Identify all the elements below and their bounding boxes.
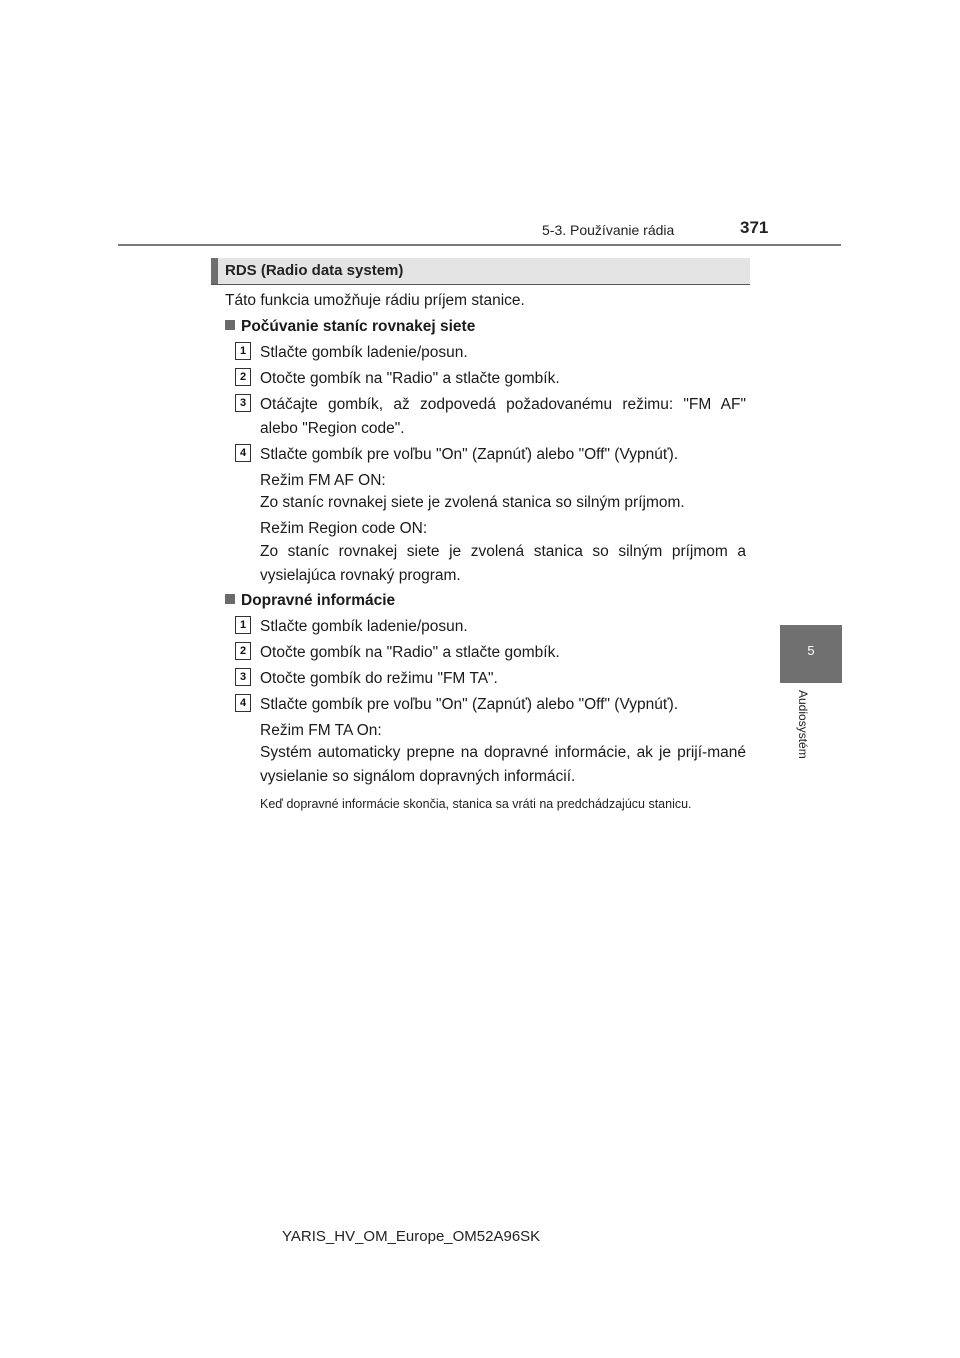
section-title: RDS (Radio data system) [225,262,404,279]
chapter-tab [780,625,842,683]
subsection-heading-1 [225,315,475,339]
mode-title: Režim FM AF ON: [260,472,386,489]
step-text: Stlačte gombík pre voľbu "On" (Zapnúť) alebo "Off" (Vypnúť). [260,696,679,713]
section-intro: Táto funkcia umožňuje rádiu príjem stanice. [225,292,525,309]
mode-description: Systém automaticky prepne na dopravné informácie, ak je prijí-mané vysielanie so signálom dopravných informácií. [260,744,746,785]
step-number-box: 4 [235,694,251,712]
square-bullet-icon [225,594,235,604]
step-number-box: 3 [235,668,251,686]
page-number: 371 [740,218,769,237]
chapter-number: 5 [807,643,815,658]
step-text: Otočte gombík do režimu "FM TA". [260,670,498,687]
mode-title: Režim Region code ON: [260,520,428,537]
chapter-label: Audiosystém [796,690,810,759]
mode-description: Zo staníc rovnakej siete je zvolená stanica so silným príjmom a vysielajúca rovnaký program. [260,543,746,584]
section-header-bar [211,258,750,285]
header-divider [118,244,841,246]
step-text: Otočte gombík na "Radio" a stlačte gombík. [260,370,560,387]
section-accent [211,258,218,284]
note-text: Keď dopravné informácie skončia, stanica sa vráti na predchádzajúcu stanicu. [260,797,692,811]
mode-description: Zo staníc rovnakej siete je zvolená stanica so silným príjmom. [260,494,685,511]
mode-title: Režim FM TA On: [260,722,382,739]
square-bullet-icon [225,320,235,330]
step-number-box: 4 [235,444,251,462]
footer-doc-code: YARIS_HV_OM_Europe_OM52A96SK [282,1228,541,1245]
step-number-box: 1 [235,342,251,360]
step-number-box: 1 [235,616,251,634]
step-text: Stlačte gombík ladenie/posun. [260,344,468,361]
step-number-box: 3 [235,394,251,412]
header-section-title: 5-3. Používanie rádia [542,222,675,238]
subsection-heading-text: Dopravné informácie [241,592,396,609]
step-text: Otočte gombík na "Radio" a stlačte gombík. [260,644,560,661]
step-number-box: 2 [235,368,251,386]
subsection-heading-2 [225,589,395,613]
step-text: Stlačte gombík ladenie/posun. [260,618,468,635]
step-text: Otáčajte gombík, až zodpovedá požadovanému režimu: "FM AF" alebo "Region code". [260,396,746,437]
step-number-box: 2 [235,642,251,660]
step-text: Stlačte gombík pre voľbu "On" (Zapnúť) alebo "Off" (Vypnúť). [260,446,679,463]
subsection-heading-text: Počúvanie staníc rovnakej siete [241,318,476,335]
